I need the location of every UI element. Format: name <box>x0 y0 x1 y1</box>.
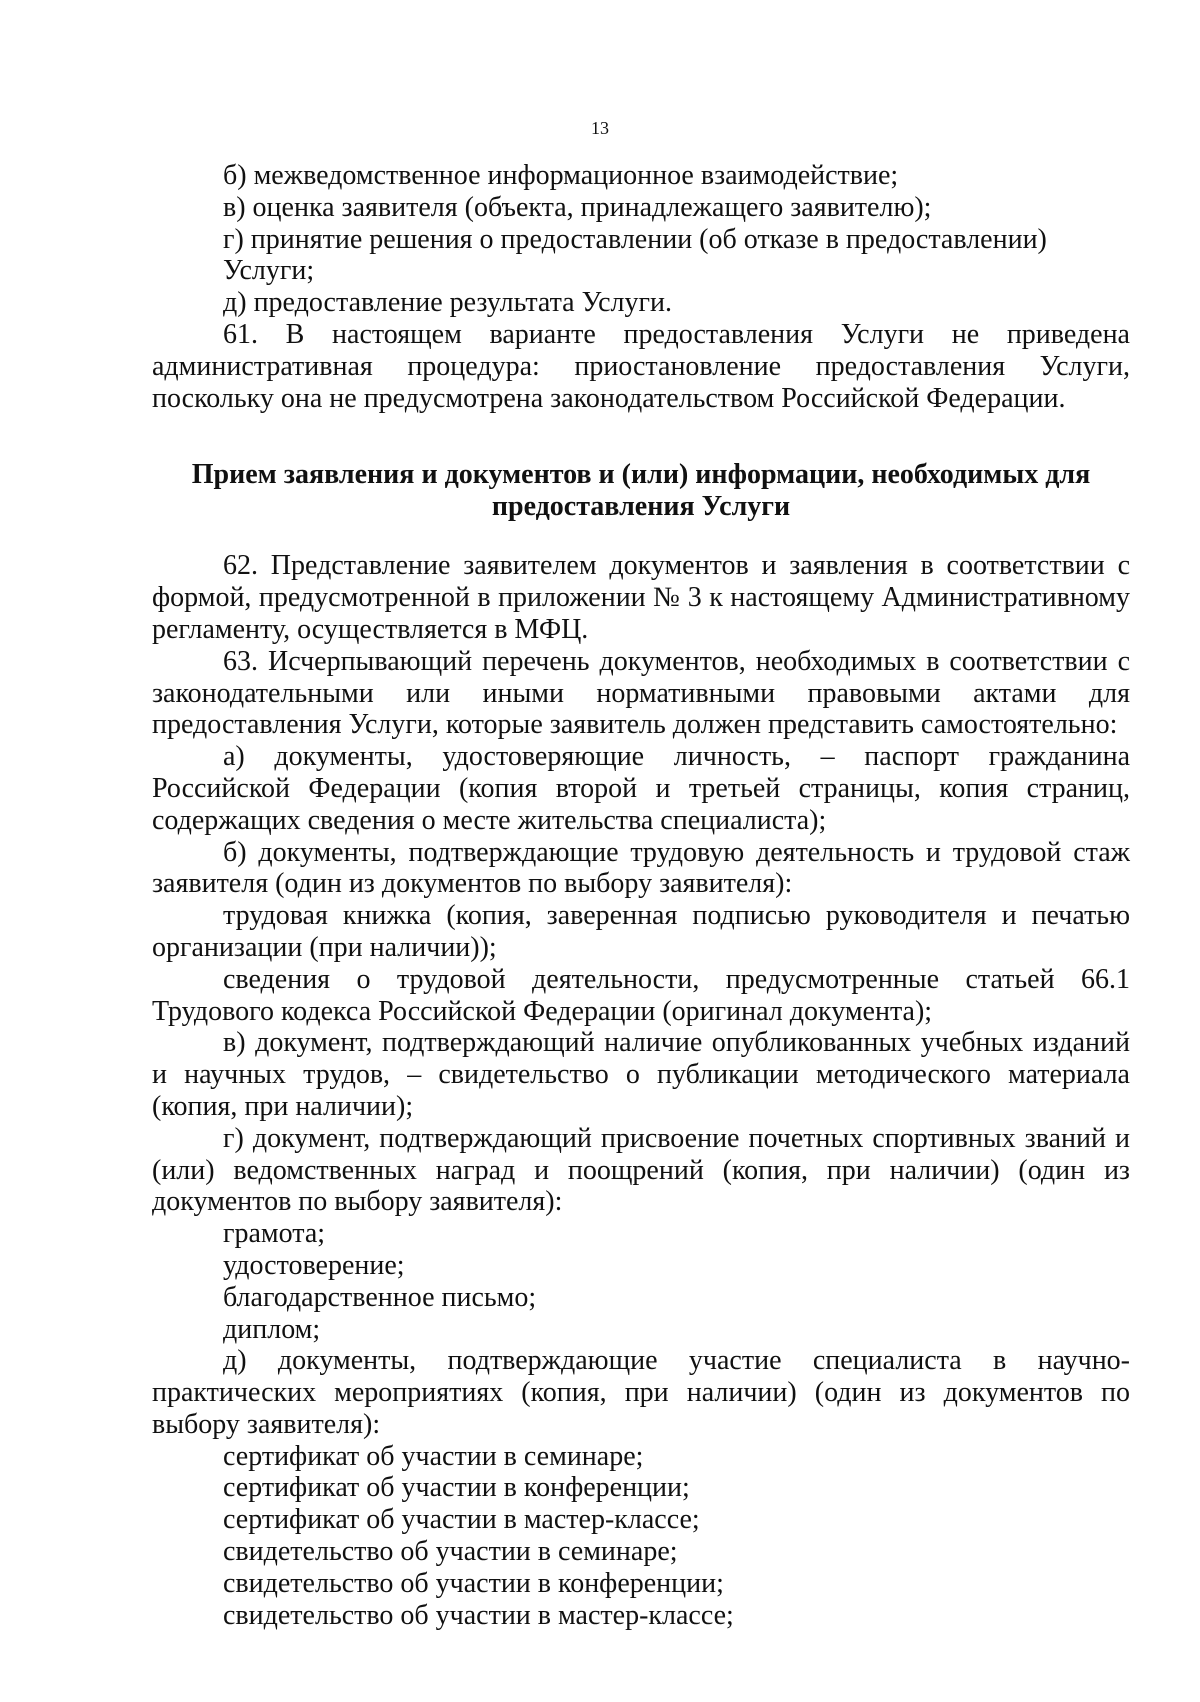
list-item: диплом; <box>223 1313 321 1345</box>
list-item: свидетельство об участии в семинаре; <box>223 1536 678 1568</box>
item-b: б) документы, подтверждающие трудовую деятельность и трудовой стаж заявителя (один из документов по выбору заявителя): <box>152 836 1130 900</box>
document-body <box>152 160 1130 1631</box>
paragraph-63: 63. Исчерпывающий перечень документов, необходимых в соответствии с законодательными или иными нормативными правовыми актами для предоставления Услуги, которые заявитель должен представить самостоятельно: <box>152 645 1130 741</box>
list-item: благодарственное письмо; <box>223 1281 537 1313</box>
page-number: 13 <box>591 118 609 138</box>
list-item: г) принятие решения о предоставлении (об отказе в предоставлении) Услуги; <box>223 223 1047 287</box>
list-item: д) предоставление результата Услуги. <box>223 287 672 319</box>
item-b-sub-2: сведения о трудовой деятельности, предусмотренные статьей 66.1 Трудового кодекса Российской Федерации (оригинал документа); <box>152 963 1130 1027</box>
item-b-sub-1: трудовая книжка (копия, заверенная подписью руководителя и печатью организации (при наличии)); <box>152 900 1130 963</box>
item-d: д) документы, подтверждающие участие специалиста в научно-практических мероприятиях (копия, при наличии) (один из документов по выбору заявителя): <box>152 1345 1130 1440</box>
item-a: а) документы, удостоверяющие личность, – паспорт гражданина Российской Федерации (копия второй и третьей страницы, копия страниц, содержащих сведения о месте жительства специалиста); <box>152 741 1130 836</box>
list-item: сертификат об участии в семинаре; <box>223 1440 644 1472</box>
paragraph-61: 61. В настоящем варианте предоставления Услуги не приведена административная процедура: приостановление предоставления Услуги, поскольку она не предусмотрена законодательством Российской Федерации. <box>152 318 1130 414</box>
list-item: грамота; <box>223 1218 326 1250</box>
list-item: в) оценка заявителя (объекта, принадлежащего заявителю); <box>223 191 932 223</box>
list-item: удостоверение; <box>223 1249 405 1281</box>
section-heading-line-1: Прием заявления и документов и (или) информации, необходимых для <box>191 459 1091 491</box>
list-item: сертификат об участии в конференции; <box>223 1472 690 1504</box>
list-item: свидетельство об участии в мастер-классе; <box>223 1599 734 1631</box>
paragraph-62: 62. Представление заявителем документов и заявления в соответствии с формой, предусмотренной в приложении № 3 к настоящему Административному регламенту, осуществляется в МФЦ. <box>152 550 1130 645</box>
list-item: сертификат об участии в мастер-классе; <box>223 1504 700 1536</box>
section-heading-line-2: предоставления Услуги <box>491 491 791 523</box>
item-g: г) документ, подтверждающий присвоение почетных спортивных званий и (или) ведомственных наград и поощрений (копия, при наличии) (один из документов по выбору заявителя): <box>152 1122 1130 1218</box>
list-item: б) межведомственное информационное взаимодействие; <box>223 160 899 191</box>
item-v: в) документ, подтверждающий наличие опубликованных учебных изданий и научных трудов, – свидетельство о публикации методического материала (копия, при наличии); <box>152 1027 1130 1122</box>
list-item: свидетельство об участии в конференции; <box>223 1567 724 1599</box>
section-heading <box>152 459 1130 523</box>
